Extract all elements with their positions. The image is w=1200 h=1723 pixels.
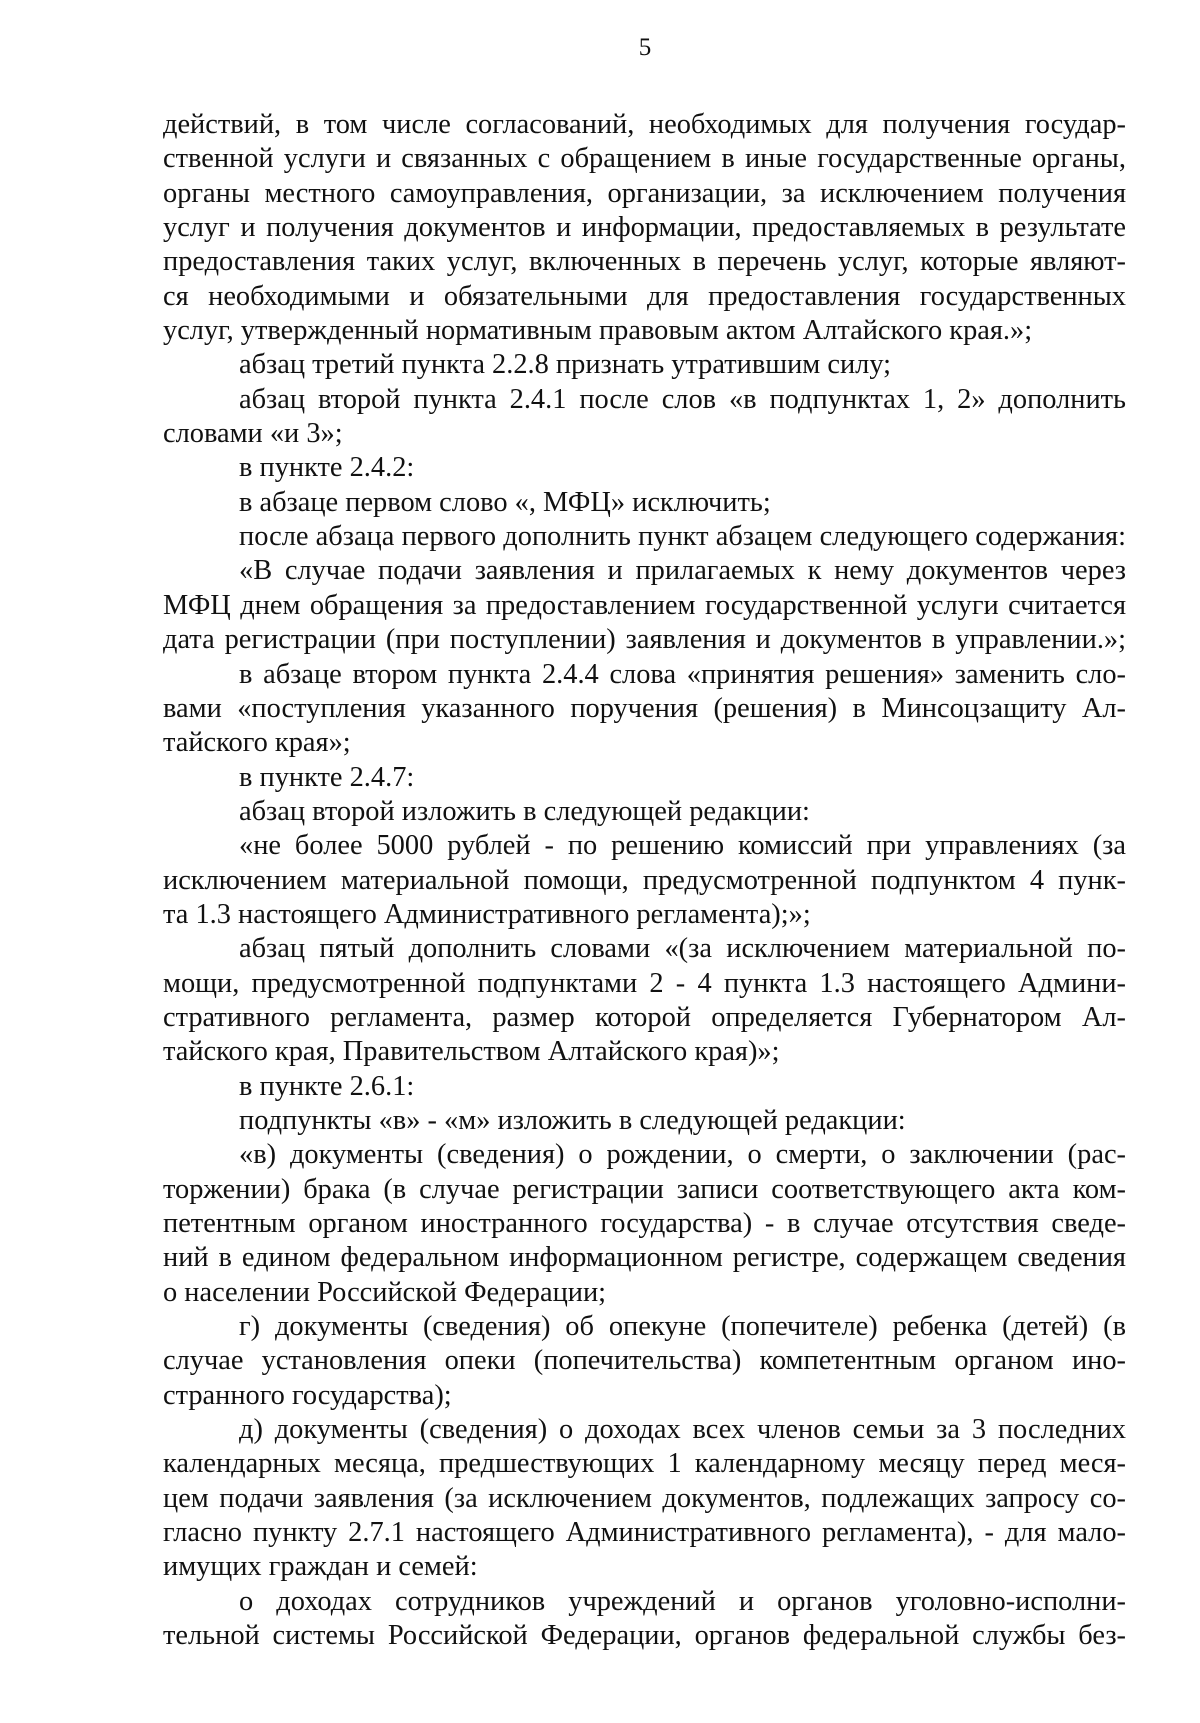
text-line: тайского края, Правительством Алтайского края)»; — [163, 1036, 780, 1068]
text-line: в пункте 2.4.7: — [239, 761, 415, 793]
text-line: о доходах сотрудников учреждений и органов уголовно-исполни- — [239, 1585, 1126, 1617]
text-line: исключением материальной помощи, предусмотренной подпунктом 4 пунк- — [163, 864, 1126, 896]
text-line: в абзаце втором пункта 2.4.4 слова «принятия решения» заменить сло- — [239, 658, 1126, 690]
text-line: в пункте 2.4.2: — [239, 452, 415, 484]
text-line: тельной системы Российской Федерации, органов федеральной службы без- — [163, 1620, 1126, 1652]
text-line: ний в едином федеральном информационном регистре, содержащем сведения — [163, 1242, 1126, 1274]
text-line: «в) документы (сведения) о рождении, о смерти, о заключении (рас- — [239, 1139, 1126, 1171]
text-line: органы местного самоуправления, организации, за исключением получения — [163, 177, 1126, 209]
text-line: о населении Российской Федерации; — [163, 1276, 607, 1308]
text-line: мощи, предусмотренной подпунктами 2 - 4 пункта 1.3 настоящего Админи- — [163, 967, 1126, 999]
text-line: абзац пятый дополнить словами «(за исключением материальной по- — [239, 933, 1126, 965]
text-line: имущих граждан и семей: — [163, 1551, 478, 1583]
text-line: в пункте 2.6.1: — [239, 1070, 415, 1102]
text-line: г) документы (сведения) об опекуне (попечителе) ребенка (детей) (в — [239, 1311, 1126, 1343]
text-line: в абзаце первом слово «, МФЦ» исключить; — [239, 486, 771, 518]
text-line: гласно пункту 2.7.1 настоящего Административного регламента), - для мало- — [163, 1517, 1126, 1549]
text-line: абзац второй пункта 2.4.1 после слов «в подпунктах 1, 2» дополнить — [239, 383, 1126, 415]
text-line: абзац второй изложить в следующей редакции: — [239, 795, 810, 827]
text-line: случае установления опеки (попечительства) компетентным органом ино- — [163, 1345, 1126, 1377]
text-line: «не более 5000 рублей - по решению комиссий при управлениях (за — [239, 830, 1126, 862]
text-line: услуг, утвержденный нормативным правовым актом Алтайского края.»; — [163, 315, 1033, 347]
document-body — [163, 108, 1126, 1653]
text-line: та 1.3 настоящего Административного регламента);»; — [163, 898, 811, 930]
text-line: стративного регламента, размер которой определяется Губернатором Ал- — [163, 1001, 1126, 1033]
page-number: 5 — [638, 34, 652, 61]
text-line: услуг и получения документов и информации, предоставляемых в результате — [163, 212, 1126, 244]
text-line: «В случае подачи заявления и прилагаемых к нему документов через — [239, 555, 1126, 587]
text-line: абзац третий пункта 2.2.8 признать утратившим силу; — [239, 349, 892, 381]
text-line: МФЦ днем обращения за предоставлением государственной услуги считается — [163, 589, 1126, 621]
text-line: странного государства); — [163, 1379, 452, 1411]
text-line: д) документы (сведения) о доходах всех членов семьи за 3 последних — [239, 1414, 1126, 1446]
text-line: торжении) брака (в случае регистрации записи соответствующего акта ком- — [163, 1173, 1126, 1205]
text-line: вами «поступления указанного поручения (решения) в Минсоцзащиту Ал- — [163, 692, 1126, 724]
text-line: петентным органом иностранного государства) - в случае отсутствия сведе- — [163, 1208, 1126, 1239]
text-line: ственной услуги и связанных с обращением в иные государственные органы, — [163, 143, 1126, 175]
text-line: тайского края»; — [163, 727, 351, 759]
text-line: действий, в том числе согласований, необходимых для получения государ- — [163, 109, 1126, 140]
text-line: предоставления таких услуг, включенных в перечень услуг, которые являют- — [163, 246, 1126, 278]
text-line: цем подачи заявления (за исключением документов, подлежащих запросу со- — [163, 1482, 1126, 1514]
text-line: после абзаца первого дополнить пункт абзацем следующего содержания: — [239, 521, 1126, 553]
text-line: календарных месяца, предшествующих 1 календарному месяцу перед меся- — [163, 1448, 1126, 1480]
text-line: словами «и 3»; — [163, 418, 343, 450]
text-line: ся необходимыми и обязательными для предоставления государственных — [163, 280, 1126, 312]
text-line: дата регистрации (при поступлении) заявления и документов в управлении.»; — [163, 624, 1126, 656]
text-line: подпункты «в» - «м» изложить в следующей редакции: — [239, 1104, 906, 1136]
